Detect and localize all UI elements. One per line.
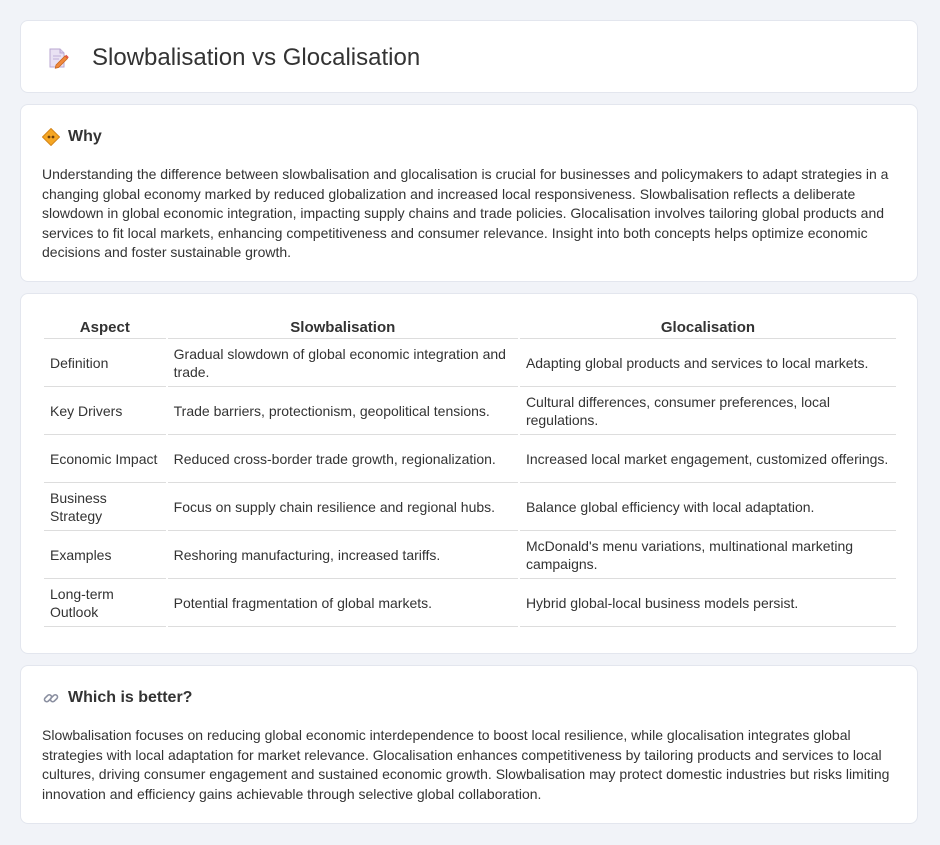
page-title: Slowbalisation vs Glocalisation <box>92 44 421 71</box>
comparison-section <box>20 293 918 654</box>
column-header-slowbalisation: Slowbalisation <box>168 314 518 339</box>
aspect-cell: Definition <box>44 339 166 387</box>
glocalisation-cell: Balance global efficiency with local adaptation. <box>520 483 896 531</box>
better-heading-row <box>42 688 192 708</box>
document-pencil-icon <box>47 47 69 69</box>
glocalisation-cell: Cultural differences, consumer preferences, local regulations. <box>520 387 896 435</box>
title-card <box>20 20 918 93</box>
aspect-cell: Examples <box>44 531 166 579</box>
why-heading: Why <box>68 128 102 145</box>
better-text: Slowbalisation focuses on reducing global economic interdependence to boost local resilience, while glocalisation integrates global strategies with local adaptation for market relevance. Glocalisation enhances competitiveness by tailoring products and services to local cultures, driving consumer engagement and sustained economic growth. Slowbalisation may protect domestic industries but risks limiting innovation and efficiency gains achievable through selective global collaboration. <box>42 727 890 802</box>
table-header-row <box>44 314 896 339</box>
glocalisation-cell: Adapting global products and services to local markets. <box>520 339 896 387</box>
slowbalisation-cell: Reduced cross-border trade growth, regionalization. <box>168 435 518 483</box>
aspect-cell: Key Drivers <box>44 387 166 435</box>
glocalisation-cell: Hybrid global-local business models persist. <box>520 579 896 627</box>
why-text: Understanding the difference between slowbalisation and glocalisation is crucial for businesses and policymakers to adapt strategies in a changing global economy marked by reduced globalization and increased local responsiveness. Slowbalisation reflects a deliberate slowdown in global economic integration, impacting supply chains and trade policies. Glocalisation involves tailoring global products and services to fit local markets, enhancing competitiveness and consumer relevance. Insight into both concepts helps optimize economic decisions and foster sustainable growth. <box>42 166 889 260</box>
table-row <box>44 579 896 627</box>
slowbalisation-cell: Reshoring manufacturing, increased tariffs. <box>168 531 518 579</box>
better-heading: Which is better? <box>68 689 193 706</box>
which-is-better-section <box>20 665 918 824</box>
aspect-cell: Economic Impact <box>44 435 166 483</box>
aspect-cell: Business Strategy <box>44 483 166 531</box>
table-row <box>44 339 896 387</box>
slowbalisation-cell: Potential fragmentation of global markets. <box>168 579 518 627</box>
slowbalisation-cell: Trade barriers, protectionism, geopolitical tensions. <box>168 387 518 435</box>
why-section <box>20 104 918 282</box>
glocalisation-cell: Increased local market engagement, customized offerings. <box>520 435 896 483</box>
table-row <box>44 483 896 531</box>
table-row <box>44 531 896 579</box>
column-header-glocalisation: Glocalisation <box>520 314 896 339</box>
slowbalisation-cell: Gradual slowdown of global economic integration and trade. <box>168 339 518 387</box>
link-icon <box>42 689 60 707</box>
table-row <box>44 435 896 483</box>
diamond-sign-icon <box>42 128 60 146</box>
column-header-aspect: Aspect <box>44 314 166 339</box>
table-row <box>44 387 896 435</box>
glocalisation-cell: McDonald's menu variations, multinational marketing campaigns. <box>520 531 896 579</box>
aspect-cell: Long-term Outlook <box>44 579 166 627</box>
slowbalisation-cell: Focus on supply chain resilience and regional hubs. <box>168 483 518 531</box>
comparison-table <box>42 314 898 627</box>
why-heading-row <box>42 127 102 147</box>
